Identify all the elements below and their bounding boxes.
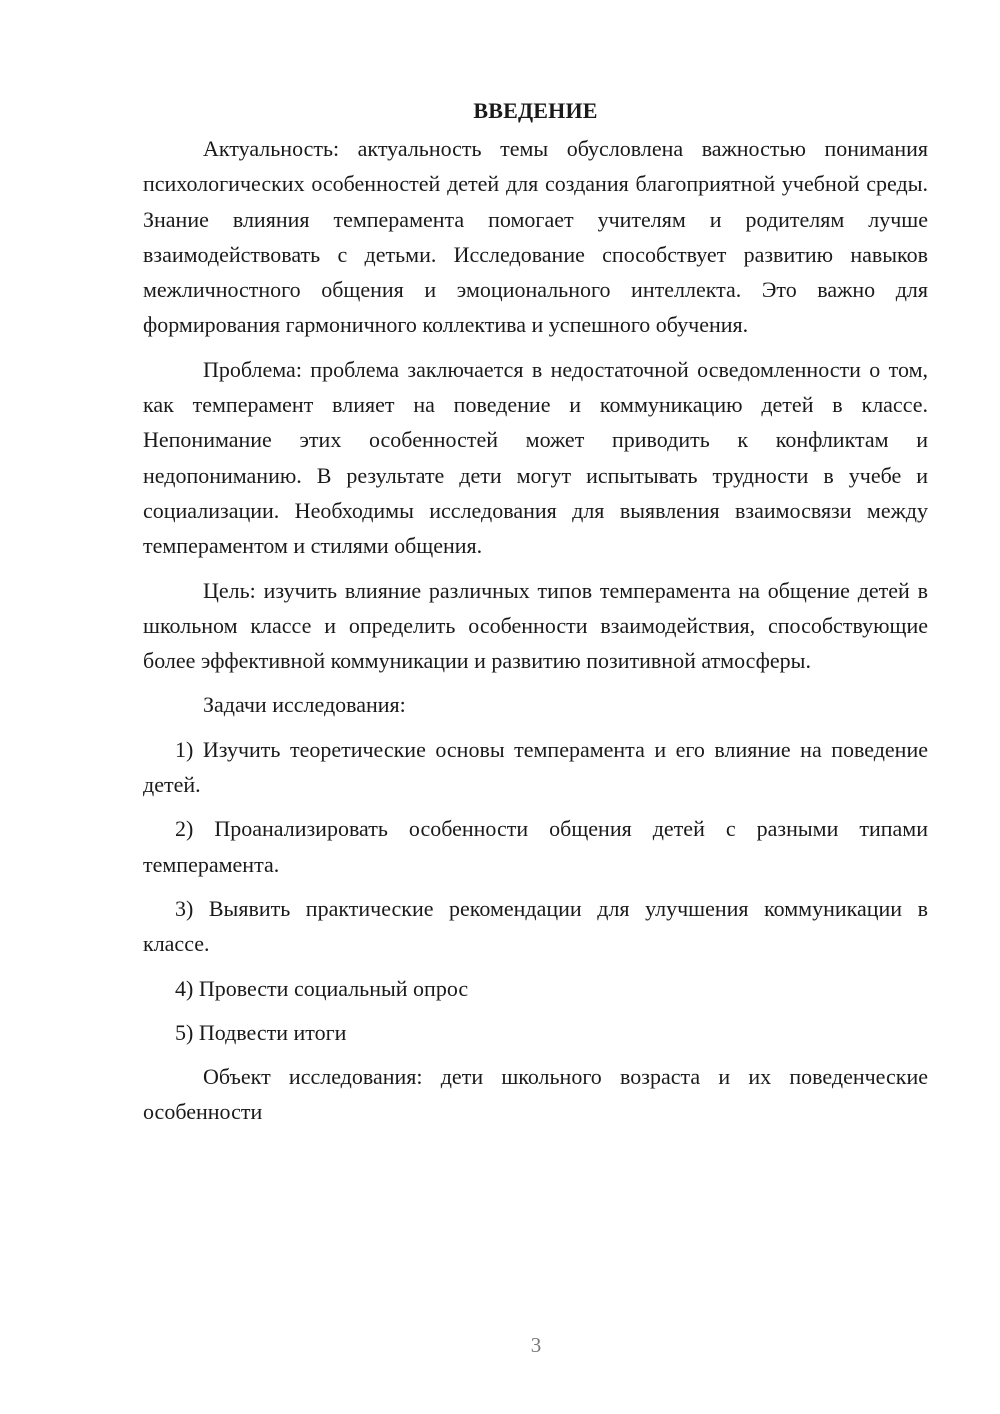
problem-paragraph: Проблема: проблема заключается в недостаточной осведомленности о том, как темперамент влияет на поведение и коммуникацию детей в классе. Непонимание этих особенностей может приводить к конфликтам и недопониманию. В результате дети могут испытывать трудности в учебе и социализации. Необходимы исследования для выявления взаимосвязи между темпераментом и стилями общения. — [143, 356, 928, 559]
task-item-2: 2) Проанализировать особенности общения детей с разными типами темперамента. — [143, 816, 928, 877]
tasks-heading: Задачи исследования: — [203, 692, 406, 718]
goal-paragraph: Цель: изучить влияние различных типов темперамента на общение детей в школьном классе и определить особенности взаимодействия, способствующие более эффективной коммуникации и развитию позитивной атмосферы. — [143, 577, 928, 674]
document-page — [143, 95, 928, 1139]
task-item-4: 4) Провести социальный опрос — [175, 975, 469, 1001]
task-item-1: 1) Изучить теоретические основы темперамента и его влияние на поведение детей. — [143, 736, 928, 798]
task-item-3: 3) Выявить практические рекомендации для улучшения коммуникации в классе. — [143, 895, 928, 957]
section-title: ВВЕДЕНИЕ — [473, 98, 598, 123]
page-number: 3 — [530, 1333, 542, 1357]
task-item-5: 5) Подвести итоги — [175, 1019, 347, 1045]
object-paragraph: Объект исследования: дети школьного возраста и их поведенческие особенности — [143, 1064, 928, 1125]
relevance-paragraph: Актуальность: актуальность темы обусловлена важностью понимания психологических особенностей детей для создания благоприятной учебной среды. Знание влияния темперамента помогает учителям и родителям лучше взаимодействовать с детьми. Исследование способствует развитию навыков межличностного общения и эмоционального интеллекта. Это важно для формирования гармоничного коллектива и успешного обучения. — [143, 136, 928, 338]
